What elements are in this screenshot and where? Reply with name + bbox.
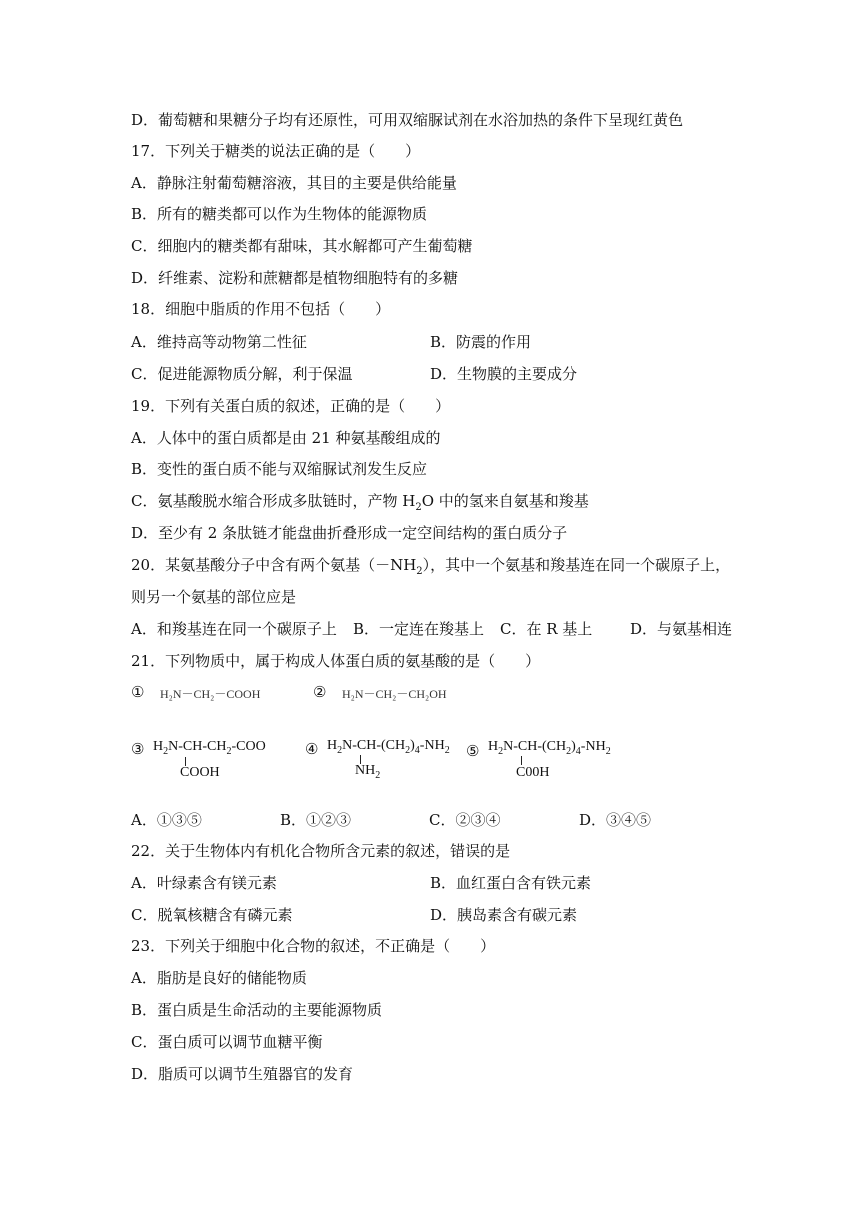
structure-5-main-chain: $H_2N-CH-(CH_2)_4-NH_2$ (488, 739, 611, 757)
structure-4-number: ④ (305, 742, 319, 758)
question-20-option-d: D．与氨基相连 (630, 620, 733, 638)
question-18-option-c: C．促进能源物质分解，利于保温 (131, 365, 353, 383)
question-21-option-a: A．①③⑤ (131, 811, 202, 829)
question-20-options (131, 617, 731, 641)
question-21-options (131, 808, 731, 832)
question-22-option-c: C．脱氧核糖含有磷元素 (131, 906, 293, 924)
question-17-option-d: D．纤维素、淀粉和蔗糖都是植物细胞特有的多糖 (131, 269, 459, 287)
question-18-option-b: B．防震的作用 (430, 333, 532, 351)
structure-5-branch: C00H (516, 765, 550, 780)
structure-4-branch: $NH_2$ (355, 763, 381, 781)
question-20-option-b: B．一定连在羧基上 (353, 620, 485, 638)
question-22-stem: 22．关于生物体内有机化合物所含元素的叙述，错误的是 (131, 842, 511, 860)
question-22-option-b: B．血红蛋白含有铁元素 (430, 874, 592, 892)
question-22-option-a: A．叶绿素含有镁元素 (131, 874, 277, 892)
question-20-stem: 20．某氨基酸分子中含有两个氨基$(-NH_2)$，其中一个氨基和羧基连在同一个碳原子上， (131, 556, 731, 577)
question-18-stem: 18．细胞中脂质的作用不包括（ ） (131, 300, 391, 318)
question-21-stem: 21．下列物质中，属于构成人体蛋白质的氨基酸的是（ ） (131, 652, 541, 670)
structure-5-bond (521, 756, 522, 765)
question-17-option-b: B．所有的糖类都可以作为生物体的能源物质 (131, 205, 428, 223)
structure-2-formula: H₂N－CH₂－CH₂OH (342, 687, 447, 701)
question-19-option-a: A．人体中的蛋白质都是由 21 种氨基酸组成的 (131, 429, 441, 447)
structure-3-number: ③ (131, 742, 145, 758)
structure-1-formula: H₂N－CH₂－COOH (160, 687, 261, 701)
question-23-option-d: D．脂质可以调节生殖器官的发育 (131, 1065, 354, 1083)
question-23-stem: 23．下列关于细胞中化合物的叙述，不正确是（ ） (131, 937, 496, 955)
question-22-option-d: D．胰岛素含有碳元素 (430, 906, 578, 924)
structure-5-number: ⑤ (466, 744, 480, 760)
structure-4-main-chain: $H_2N-CH-(CH_2)_4-NH_2$ (327, 738, 450, 756)
question-21-option-c: C．②③④ (429, 811, 501, 829)
question-17-option-a: A．静脉注射葡萄糖溶液，其目的主要是供给能量 (131, 174, 457, 192)
question-23-option-a: A．脂肪是良好的储能物质 (131, 969, 307, 987)
question-20-option-c: C．在 R 基上 (500, 620, 593, 638)
question-21-option-d: D．③④⑤ (579, 811, 652, 829)
question-16-option-d: D．葡萄糖和果糖分子均有还原性，可用双缩脲试剂在水浴加热的条件下呈现红黄色 (131, 111, 684, 129)
question-17-option-c: C．细胞内的糖类都有甜味，其水解都可产生葡萄糖 (131, 237, 473, 255)
question-21-option-b: B．①②③ (280, 811, 352, 829)
question-19-option-c: C．氨基酸脱水缩合形成多肽链时，产物 $H_2O$ 中的氢来自氨基和羧基 (131, 492, 589, 513)
question-17-stem: 17．下列关于糖类的说法正确的是（ ） (131, 142, 421, 160)
question-19-option-b: B．变性的蛋白质不能与双缩脲试剂发生反应 (131, 460, 428, 478)
structure-1-number: ① (131, 685, 145, 701)
question-18-option-d: D．生物膜的主要成分 (430, 365, 578, 383)
question-19-option-d: D．至少有 2 条肽链才能盘曲折叠形成一定空间结构的蛋白质分子 (131, 524, 568, 542)
question-19-stem: 19．下列有关蛋白质的叙述，正确的是（ ） (131, 397, 451, 415)
structure-2-number: ② (313, 685, 327, 701)
question-23-option-c: C．蛋白质可以调节血糖平衡 (131, 1033, 323, 1051)
question-18-option-a: A．维持高等动物第二性征 (131, 333, 307, 351)
structure-3-main-chain: $H_2N-CH-CH_2$-COO (153, 739, 266, 757)
question-23-option-b: B．蛋白质是生命活动的主要能源物质 (131, 1001, 383, 1019)
structure-3-branch: COOH (180, 765, 220, 780)
question-20-option-a: A．和羧基连在同一个碳原子上 (131, 620, 337, 638)
question-20-stem-continued: 则另一个氨基的部位应是 (131, 588, 297, 606)
